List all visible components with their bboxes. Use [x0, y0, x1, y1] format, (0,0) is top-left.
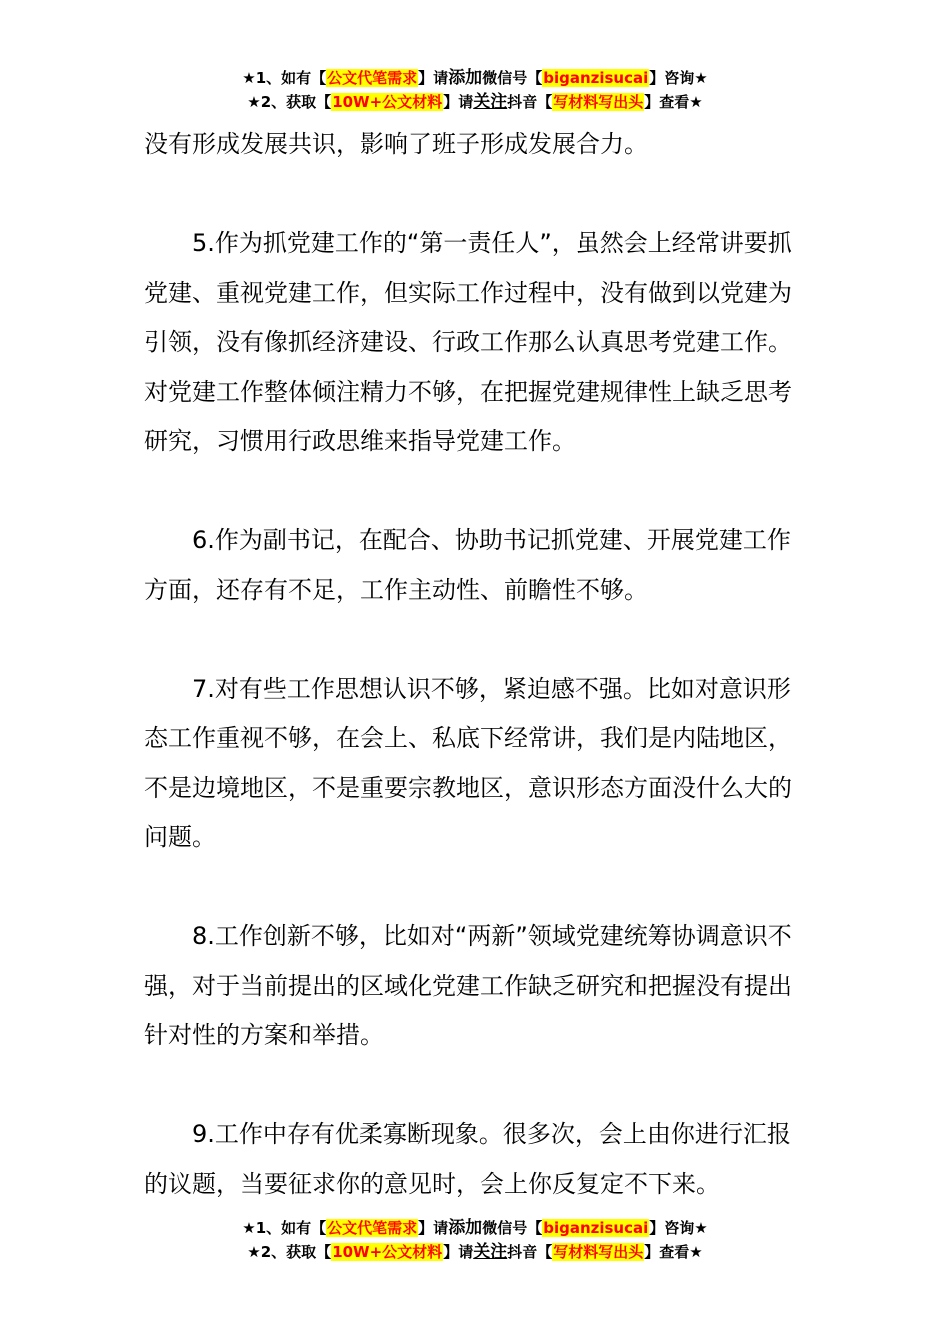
promo-text: 】咨询★ — [649, 1219, 708, 1237]
promo-highlight: 10W+公文材料 — [332, 1243, 443, 1261]
paragraph-item-9: 9.工作中存有优柔寡断现象。很多次，会上由你进行汇报的议题，当要征求你的意见时，会上你反复定不下来。 — [144, 1120, 791, 1198]
paragraph-continued: 没有形成发展共识，影响了班子形成发展合力。 — [144, 130, 648, 158]
promo-text: ★2、获取【 — [247, 93, 332, 111]
promo-text: 】咨询★ — [649, 69, 708, 87]
promo-emphasis: 添加 — [448, 1218, 483, 1238]
promo-text: 】请 — [443, 93, 474, 111]
promo-line-2 — [0, 1240, 950, 1264]
promo-text: 微信号【 — [482, 69, 543, 87]
promo-text: 】查看★ — [644, 93, 703, 111]
promo-text: 】查看★ — [644, 1243, 703, 1261]
promo-highlight: 10W+公文材料 — [332, 93, 443, 111]
promo-highlight: biganzisucai — [543, 1219, 649, 1237]
promo-highlight: 公文代笔需求 — [327, 1219, 418, 1237]
promo-line-1 — [0, 1216, 950, 1240]
promo-emphasis: 添加 — [448, 68, 483, 88]
promo-emphasis: 关注 — [473, 1242, 508, 1262]
promo-highlight: 写材料写出头 — [553, 1243, 644, 1261]
promo-emphasis: 关注 — [473, 92, 508, 112]
promo-text: 抖音【 — [507, 1243, 553, 1261]
promo-text: ★1、如有【 — [242, 1219, 327, 1237]
header-promo-banner — [0, 66, 950, 114]
promo-line-2 — [0, 90, 950, 114]
promo-text: ★2、获取【 — [247, 1243, 332, 1261]
promo-text: 】请 — [418, 69, 449, 87]
document-body — [144, 120, 808, 1209]
paragraph-item-7: 7.对有些工作思想认识不够，紧迫感不强。比如对意识形态工作重视不够，在会上、私底下经常讲，我们是内陆地区，不是边境地区，不是重要宗教地区，意识形态方面没什么大的问题。 — [144, 674, 792, 851]
promo-text: 】请 — [418, 1219, 449, 1237]
footer-promo-banner — [0, 1216, 950, 1264]
promo-highlight: 公文代笔需求 — [327, 69, 418, 87]
promo-highlight: 写材料写出头 — [553, 93, 644, 111]
promo-text: ★1、如有【 — [242, 69, 327, 87]
paragraph-item-5: 5.作为抓党建工作的“第一责任人”，虽然会上经常讲要抓党建、重视党建工作，但实际工作过程中，没有做到以党建为引领，没有像抓经济建设、行政工作那么认真思考党建工作。对党建工作整体倾注精力不够，在把握党建规律性上缺乏思考研究，习惯用行政思维来指导党建工作。 — [144, 229, 792, 455]
paragraph-item-6: 6.作为副书记，在配合、协助书记抓党建、开展党建工作方面，还存有不足，工作主动性、前瞻性不够。 — [144, 526, 791, 604]
promo-highlight: biganzisucai — [543, 69, 649, 87]
promo-text: 抖音【 — [507, 93, 553, 111]
promo-text: 微信号【 — [482, 1219, 543, 1237]
promo-text: 】请 — [443, 1243, 474, 1261]
promo-line-1 — [0, 66, 950, 90]
paragraph-item-8: 8.工作创新不够，比如对“两新”领域党建统筹协调意识不强，对于当前提出的区域化党建工作缺乏研究和把握没有提出针对性的方案和举措。 — [144, 922, 792, 1049]
